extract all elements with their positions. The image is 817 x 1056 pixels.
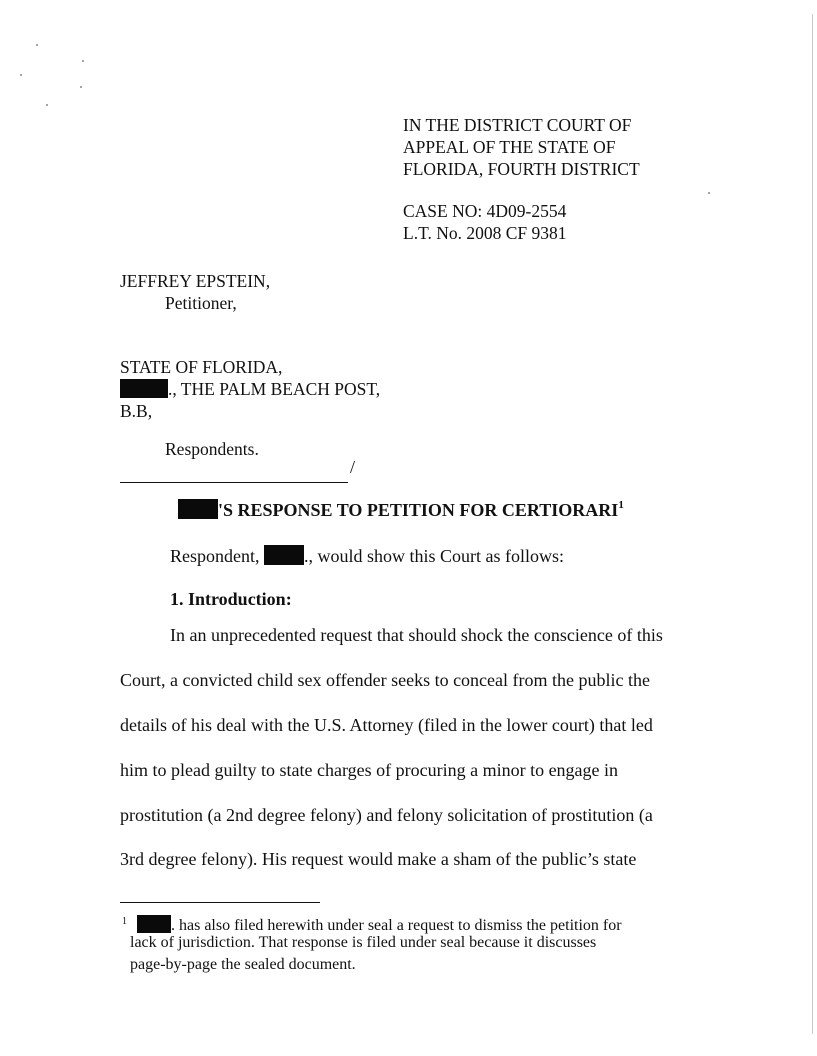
footnote-marker: 1 (122, 916, 127, 927)
court-line-3: FLORIDA, FOURTH DISTRICT (403, 159, 640, 179)
body-line: him to plead guilty to state charges of procuring a minor to engage in (120, 760, 619, 780)
court-line-1: IN THE DISTRICT COURT OF (403, 115, 632, 135)
redaction-block (264, 545, 304, 565)
respondents-role: Respondents. (165, 439, 259, 459)
scan-edge-line (812, 14, 813, 1034)
footnote-line-2: lack of jurisdiction. That response is filed under seal because it discusses (130, 934, 597, 951)
caption-slash: / (350, 457, 356, 477)
case-numbers (403, 200, 567, 244)
case-number: CASE NO: 4D09-2554 (403, 201, 567, 221)
title-footnote-ref: 1 (618, 499, 624, 511)
body-line: Court, a convicted child sex offender seeks to conceal from the public the (120, 670, 650, 690)
scan-speck (46, 104, 48, 106)
redaction-block (120, 379, 168, 398)
body-line: In an unprecedented request that should shock the conscience of this (170, 625, 663, 645)
scan-speck (82, 60, 84, 62)
lower-tribunal-number: L.T. No. 2008 CF 9381 (403, 223, 567, 243)
redaction-block (178, 499, 218, 519)
scan-speck (708, 192, 710, 194)
footnote-line-3: page-by-page the sealed document. (130, 956, 356, 973)
section-heading: 1. Introduction: (170, 589, 292, 609)
respondent-2-suffix: ., THE PALM BEACH POST, (168, 379, 381, 399)
title-text: 'S RESPONSE TO PETITION FOR CERTIORARI (218, 500, 619, 520)
body-line: prostitution (a 2nd degree felony) and felony solicitation of prostitution (a (120, 805, 653, 825)
petitioner-name: JEFFREY EPSTEIN, (120, 271, 271, 291)
court-line-2: APPEAL OF THE STATE OF (403, 137, 616, 157)
footnote-rule (120, 902, 320, 903)
footnote-line-1: . has also filed herewith under seal a request to dismiss the petition for (171, 917, 622, 934)
scan-speck (36, 44, 38, 46)
intro-prefix: Respondent, (170, 546, 264, 566)
respondent-bb: B.B, (120, 401, 153, 421)
body-line: details of his deal with the U.S. Attorney (filed in the lower court) that led (120, 715, 653, 735)
redaction-block (137, 915, 171, 933)
respondent-palm-beach-post (120, 378, 380, 400)
scan-speck (20, 74, 22, 76)
intro-suffix: ., would show this Court as follows: (304, 546, 565, 566)
petitioner-role: Petitioner, (165, 293, 237, 313)
body-line: 3rd degree felony). His request would make a sham of the public’s state (120, 849, 637, 869)
court-caption (403, 114, 640, 180)
respondent-state: STATE OF FLORIDA, (120, 357, 283, 377)
caption-signature-line (120, 482, 348, 483)
scan-speck (80, 86, 82, 88)
intro-line (170, 545, 564, 567)
document-title (178, 499, 624, 521)
